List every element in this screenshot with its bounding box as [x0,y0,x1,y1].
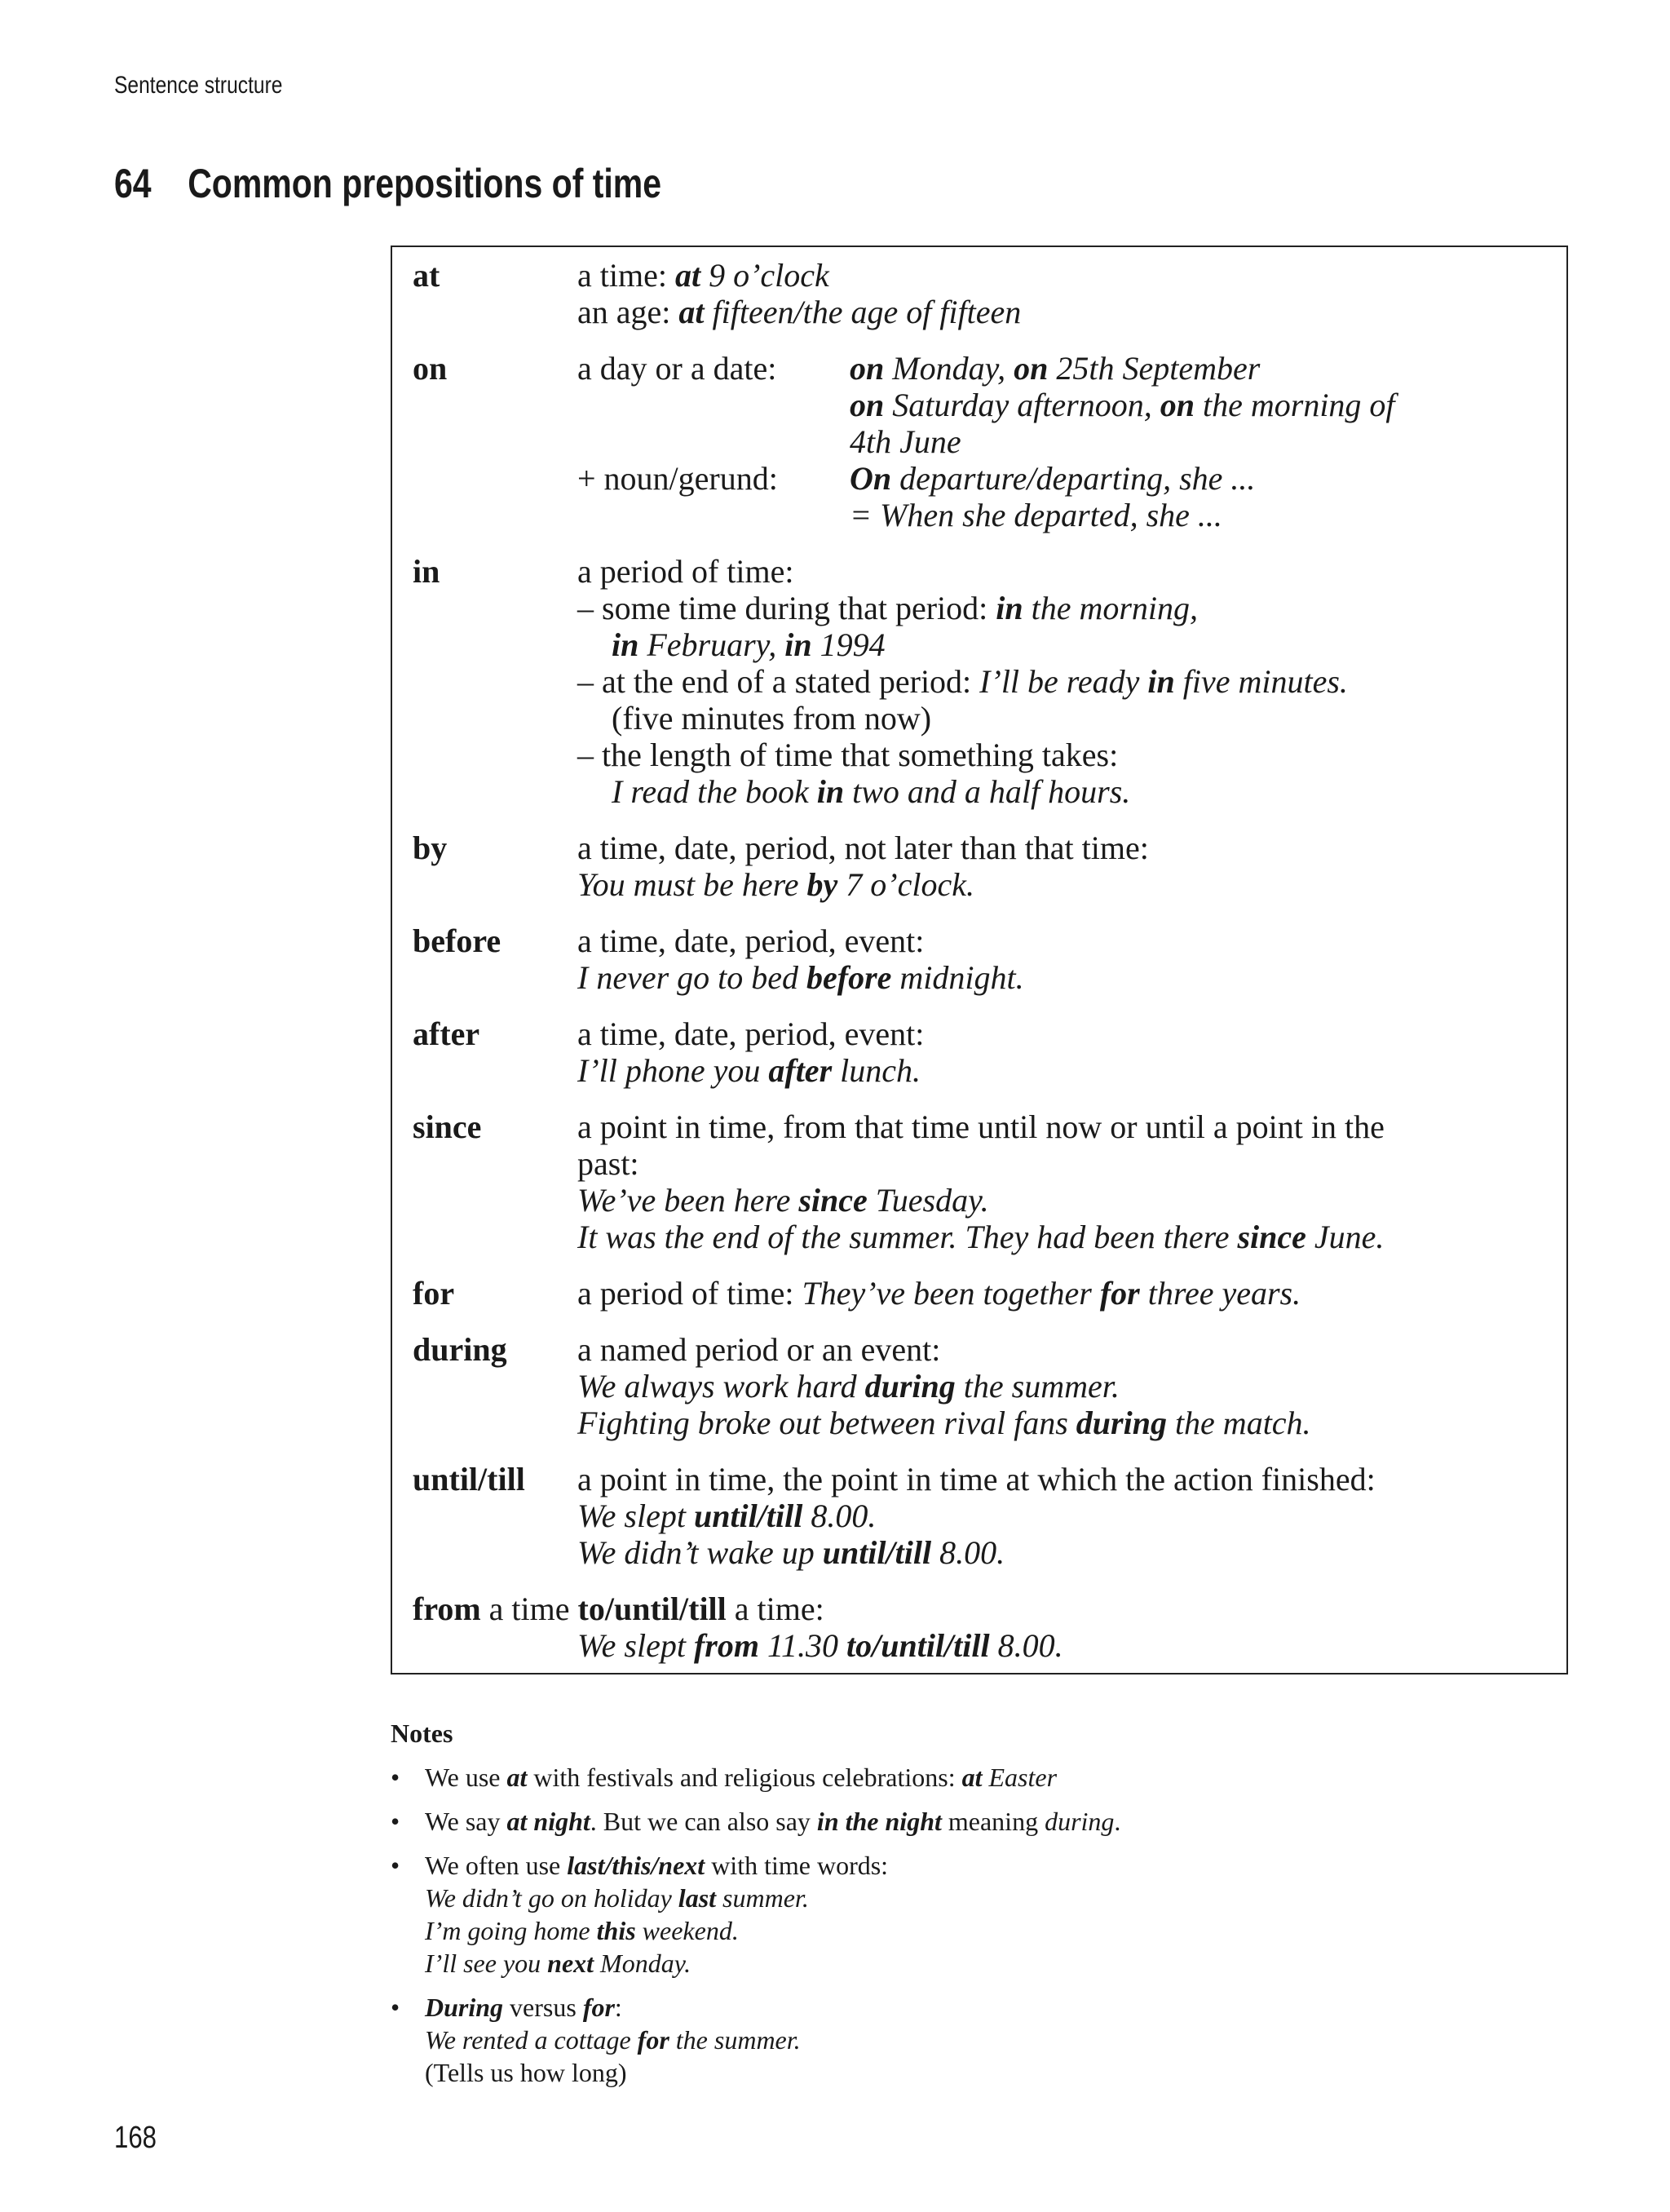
until-line-3 [577,1534,1005,1571]
note-example: We rented a cottage [425,2025,638,2055]
note-example: Easter [982,1763,1058,1792]
on-line-1 [850,350,1260,387]
from-desc: a time [480,1590,578,1627]
during-example: Fighting broke out between rival fans [577,1405,1076,1441]
note-bold: in the night [816,1807,942,1836]
note-bold: next [547,1949,594,1978]
on-example: Monday, [884,350,1014,387]
in-desc: – at the end of a stated period: [577,663,980,700]
note-3-example-2 [425,1914,739,1947]
note-text: with festivals and religious celebrations: [527,1763,962,1792]
after-line-2 [577,1052,921,1089]
from-example: We slept [577,1627,694,1664]
page-number: 168 [114,2121,157,2155]
until-example: We slept [577,1498,694,1534]
in-line-6: – the length of time that something takes: [577,737,1119,773]
for-line-1 [577,1275,1301,1312]
until-example: 8.00. [931,1534,1005,1571]
from-bold: from [693,1627,759,1664]
during-bold: during [864,1368,956,1405]
in-bold: in [1147,663,1175,700]
note-text: We use [425,1763,507,1792]
from-example: 11.30 [758,1627,846,1664]
note-bold: for [637,2025,669,2055]
note-example: We didn’t go on holiday [425,1883,678,1913]
note-1 [425,1761,1057,1794]
on-example: departure/departing, she ... [891,460,1256,497]
until-bold: until/till [693,1498,803,1534]
on-bold: on [1160,387,1195,423]
note-2 [425,1805,1120,1838]
keyword-before: before [413,922,501,959]
after-bold: after [768,1052,833,1089]
note-bold: During [425,1993,504,2022]
note-bold: at night [506,1807,590,1836]
in-desc: – some time during that period: [577,590,996,626]
running-head: Sentence structure [114,72,283,99]
note-example: during [1045,1807,1115,1836]
during-example: the summer. [955,1368,1120,1405]
before-example: I never go to bed [577,959,807,996]
before-line-1: a time, date, period, event: [577,922,925,959]
section-title [114,160,661,207]
note-text: meaning [941,1807,1045,1836]
keyword-in: in [413,553,440,590]
in-line-4 [577,663,1348,700]
for-example: three years. [1139,1275,1301,1312]
bullet-icon: • [391,1763,400,1792]
in-line-2 [577,590,1198,626]
note-text: versus [503,1993,583,2022]
note-bold: this [596,1916,636,1945]
note-3-example-1 [425,1882,809,1914]
section-title-text: Common prepositions of time [188,161,662,206]
until-line-2 [577,1498,876,1534]
note-bold: last/this/next [567,1851,705,1880]
note-example: weekend. [635,1916,739,1945]
by-line-1: a time, date, period, not later than that time: [577,830,1149,866]
from-example: 8.00. [989,1627,1063,1664]
keyword-after: after [413,1015,480,1052]
at-example: fifteen/the age of fifteen [704,294,1022,330]
keyword-for: for [413,1275,455,1312]
at-line-2 [577,294,1021,330]
note-example: I’ll see you [425,1949,548,1978]
keyword-by: by [413,830,448,866]
during-example: the match. [1166,1405,1311,1441]
in-example: 1994 [811,626,886,663]
note-text: We often use [425,1851,568,1880]
on-bold: on [850,387,885,423]
note-example: summer. [716,1883,809,1913]
at-bold: at [674,257,701,294]
before-line-2 [577,959,1024,996]
note-bold: at [961,1763,983,1792]
until-bold: until/till [822,1534,932,1571]
from-line-2 [577,1627,1063,1664]
notes-heading: Notes [391,1719,453,1748]
in-line-5: (five minutes from now) [612,700,932,737]
in-example: five minutes. [1174,663,1348,700]
since-line-3 [577,1182,989,1219]
keyword-during: during [413,1331,507,1368]
by-line-2 [577,866,974,903]
after-example: lunch. [832,1052,921,1089]
since-example: June. [1306,1219,1385,1255]
since-line-1: a point in time, from that time until now or until a point in the [577,1108,1385,1145]
note-example: Monday. [594,1949,691,1978]
after-line-1: a time, date, period, event: [577,1015,925,1052]
since-line-2: past: [577,1145,639,1182]
for-desc: a period of time: [577,1275,802,1312]
on-example: 25th September [1048,350,1261,387]
since-line-4 [577,1219,1384,1255]
in-bold: in [612,626,639,663]
keyword-until-till: until/till [413,1461,525,1498]
on-label-1: a day or a date: [577,350,777,387]
from-bold: from [413,1590,481,1627]
in-bold: in [784,626,812,663]
on-bold: on [850,350,885,387]
keyword-since: since [413,1108,482,1145]
on-label-2: + noun/gerund: [577,460,778,497]
since-example: We’ve been here [577,1182,799,1219]
note-text: : [614,1993,622,2022]
until-example: We didn’t wake up [577,1534,823,1571]
at-bold: at [678,294,705,330]
during-line-2 [577,1368,1120,1405]
in-line-7 [612,773,1130,810]
from-desc: a time: [726,1590,824,1627]
in-line-1: a period of time: [577,553,794,590]
before-example: midnight. [891,959,1024,996]
after-example: I’ll phone you [577,1052,769,1089]
in-example: I read the book [612,773,817,810]
on-example: the morning of [1195,387,1395,423]
by-example: 7 o’clock. [837,866,974,903]
during-line-3 [577,1405,1311,1441]
note-bold: for [582,1993,615,2022]
note-4 [425,1991,622,2024]
for-example: They’ve been together [802,1275,1100,1312]
note-3-example-3 [425,1947,691,1980]
since-bold: since [1237,1219,1306,1255]
note-3 [425,1849,888,1882]
on-bold: On [850,460,892,497]
in-example: I’ll be ready [979,663,1148,700]
in-example: February, [638,626,785,663]
at-line-1 [577,257,829,294]
for-bold: for [1099,1275,1140,1312]
on-line-5: = When she departed, she ... [850,497,1222,533]
in-bold: in [816,773,845,810]
on-bold: on [1014,350,1049,387]
by-example: You must be here [577,866,807,903]
during-example: We always work hard [577,1368,865,1405]
on-example: Saturday afternoon, [884,387,1160,423]
note-text: . [1114,1807,1121,1836]
in-bold: in [996,590,1023,626]
in-example: two and a half hours. [844,773,1131,810]
from-bold: to/until/till [846,1627,990,1664]
note-example: I’m going home [425,1916,597,1945]
bullet-icon: • [391,1851,400,1880]
keyword-on: on [413,350,448,387]
during-bold: during [1076,1405,1167,1441]
in-line-3 [612,626,886,663]
on-line-4 [850,460,1255,497]
at-desc: a time: [577,257,675,294]
at-example: 9 o’clock [700,257,829,294]
during-line-1: a named period or an event: [577,1331,941,1368]
from-line-1 [413,1590,824,1627]
keyword-at: at [413,257,440,294]
note-text: with time words: [705,1851,889,1880]
in-example: the morning, [1023,590,1199,626]
from-bold: to/until/till [577,1590,727,1627]
since-example: It was the end of the summer. They had been there [577,1219,1238,1255]
note-text: . But we can also say [590,1807,817,1836]
note-bold: last [678,1883,717,1913]
by-bold: by [806,866,838,903]
note-4-example-1 [425,2024,801,2056]
before-bold: before [806,959,892,996]
note-text: We say [425,1807,507,1836]
until-example: 8.00. [802,1498,877,1534]
bullet-icon: • [391,1993,400,2022]
on-line-2 [850,387,1395,423]
since-bold: since [798,1182,868,1219]
section-number: 64 [114,161,152,206]
note-example: the summer. [669,2025,801,2055]
bullet-icon: • [391,1807,400,1836]
note-bold: at [506,1763,528,1792]
since-example: Tuesday. [867,1182,989,1219]
prepositions-table [391,246,1568,1674]
note-4-example-2: (Tells us how long) [425,2058,627,2087]
at-desc: an age: [577,294,679,330]
on-line-3: 4th June [850,423,961,460]
until-line-1: a point in time, the point in time at which the action finished: [577,1461,1376,1498]
